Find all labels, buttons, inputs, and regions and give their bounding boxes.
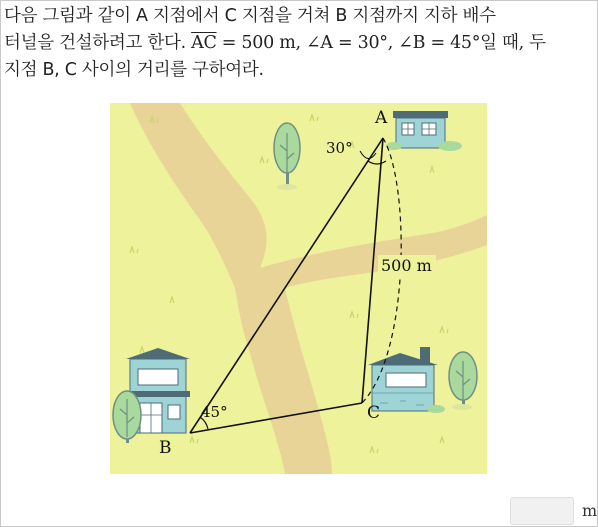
question-line-2: 터널을 건설하려고 한다. $\overline{AC} = 500$ m, ∠A = 30°, ∠B = 45°일 때, 두 [4, 33, 546, 53]
segment-ac: $\overline{AC}$ [191, 33, 217, 53]
question-text [4, 3, 594, 84]
question-line-1: 다음 그림과 같이 A 지점에서 C 지점을 거쳐 B 지점까지 지하 배수 [4, 6, 496, 26]
map-svg [110, 103, 487, 474]
angle-a-label: 30° [326, 139, 353, 157]
answer-unit: m [582, 501, 598, 520]
label-b: B [159, 438, 172, 458]
label-a: A [375, 108, 388, 128]
question-line-3: 지점 B, C 사이의 거리를 구하여라. [4, 60, 264, 80]
angle-b-label: 45° [201, 403, 228, 421]
answer-input[interactable] [510, 497, 574, 525]
distance-label: 500 m [381, 256, 432, 275]
label-c: C [367, 403, 381, 423]
tunnel-map-figure [110, 103, 487, 474]
